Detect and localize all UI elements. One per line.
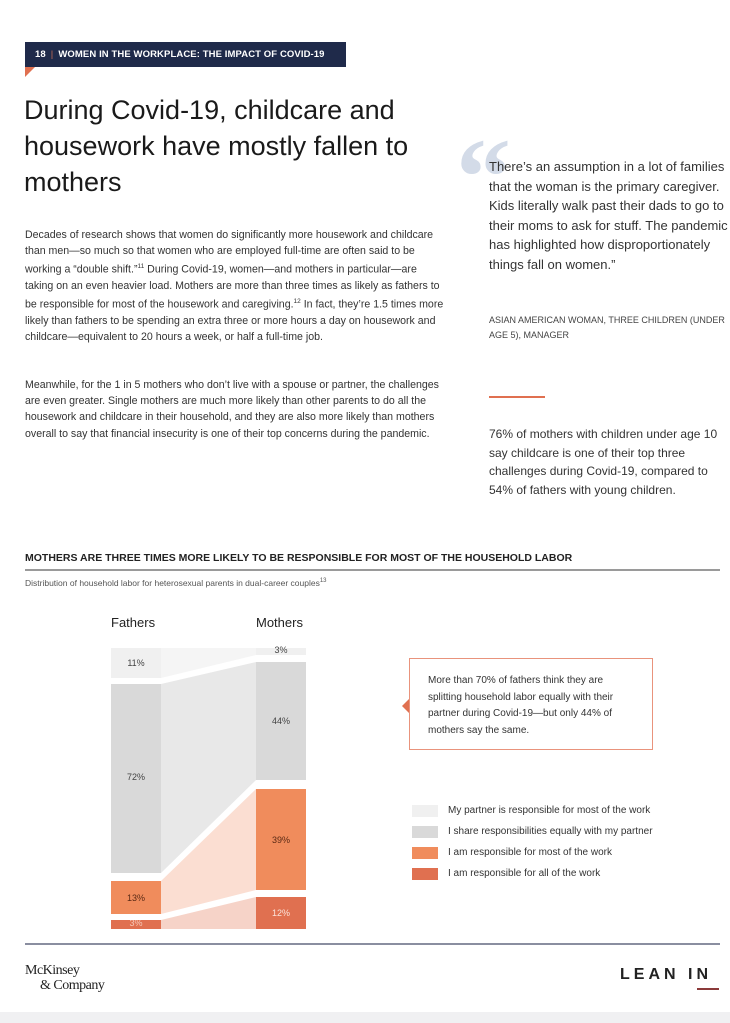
footer-rule <box>25 943 720 945</box>
stat-callout: 76% of mothers with children under age 10 say childcare is one of their top three challenges during Covid-19, compared to 54% of fathers with young children. <box>489 427 718 497</box>
legend-swatch <box>412 826 438 838</box>
chart-subtitle-text: Distribution of household labor for heterosexual parents in dual-career couples <box>25 578 320 588</box>
page-number: 18 <box>35 49 46 60</box>
legend-item <box>412 821 653 842</box>
legend-label: I share responsibilities equally with my partner <box>448 826 653 837</box>
body-text: During Covid-19, women—and mothers in particular—are taking on an even heavier load. Mothers are more than three times as likely as fathers to be responsible for most of the housework and caregiving. <box>25 263 440 311</box>
legend-item <box>412 842 653 863</box>
legend-item <box>412 800 653 821</box>
bar-fathers-all-work <box>111 920 161 929</box>
bar-mothers-most-work <box>256 789 306 890</box>
bar-value-label: 12% <box>271 908 290 918</box>
footnote-ref: 13 <box>319 578 327 585</box>
bar-mothers-share-equally <box>256 662 306 780</box>
page-title: During Covid-19, childcare and housework have mostly fallen to mothers <box>24 95 409 197</box>
legend-label: I am responsible for all of the work <box>448 868 601 879</box>
body-paragraph-2: Meanwhile, for the 1 in 5 mothers who don’t live with a spouse or partner, the challenges are even greater. Single mothers are much more likely than other parents to do all the housework and childcare in their household, and they are also more likely than mothers overall to say that financial insecurity is one of their top concerns during the pandemic. <box>25 379 439 440</box>
chart-title: MOTHERS ARE THREE TIMES MORE LIKELY TO BE RESPONSIBLE FOR MOST OF THE HOUSEHOLD LABOR <box>25 552 573 564</box>
chart-legend <box>412 800 653 884</box>
callout-pointer-icon <box>402 699 409 713</box>
legend-swatch <box>412 847 438 859</box>
legend-item <box>412 863 653 884</box>
quote-attribution: ASIAN AMERICAN WOMAN, THREE CHILDREN (UNDER AGE 5), MANAGER <box>489 315 725 340</box>
category-label-fathers: Fathers <box>111 615 156 630</box>
legend-label: My partner is responsible for most of the work <box>448 805 651 816</box>
bar-value-label: 39% <box>271 834 290 845</box>
mckinsey-logo <box>25 963 104 993</box>
bar-value-label: 11% <box>127 658 145 668</box>
legend-swatch <box>412 868 438 880</box>
bar-value-label: 72% <box>126 772 145 782</box>
legend-label: I am responsible for most of the work <box>448 847 612 858</box>
body-text: Decades of research shows that women do significantly more housework and childcare than men—so much so that women who are employed full-time are often said to be working a “double shift.” <box>25 229 434 276</box>
leanin-logo: LEAN IN <box>620 966 712 983</box>
chart-callout: More than 70% of fathers think they are splitting household labor equally with their partner during Covid-19—but only 44% of mothers say the same. <box>409 658 653 750</box>
header-divider: | <box>50 49 54 60</box>
bar-value-label: 3% <box>129 920 143 928</box>
bar-value-label: 13% <box>126 892 145 903</box>
body-text: In fact, they’re 1.5 times more likely than fathers to be spending an extra three or more hours a day on housework and childcare—equivalent to 20 hours a week, or half a full-time job. <box>25 298 444 344</box>
bar-mothers-partner-most <box>256 645 306 655</box>
bar-fathers-partner-most <box>111 648 161 678</box>
bar-fathers-most-work <box>111 881 161 914</box>
footnote-ref: 11 <box>137 263 145 271</box>
category-label-mothers: Mothers <box>256 615 303 630</box>
bar-mothers-all-work <box>256 897 306 929</box>
leanin-logo-underline <box>697 988 719 990</box>
logo-text: & Company <box>40 978 105 993</box>
bar-value-label: 44% <box>271 716 290 726</box>
footnote-ref: 12 <box>293 298 301 306</box>
page-edge <box>0 1012 730 1023</box>
logo-text: McKinsey <box>25 963 80 978</box>
section-title: WOMEN IN THE WORKPLACE: THE IMPACT OF COVID-19 <box>58 49 325 60</box>
bar-value-label: 3% <box>274 645 288 655</box>
bar-fathers-share-equally <box>111 684 161 873</box>
legend-swatch <box>412 805 438 817</box>
quote-mark-icon: “ <box>456 116 511 238</box>
pull-quote: There’s an assumption in a lot of families that the woman is the primary caregiver. Kids literally walk past their dads to go to their moms to ask for stuff. The pandemic has highlighted how disproportionately things fall on women.” <box>489 159 728 272</box>
